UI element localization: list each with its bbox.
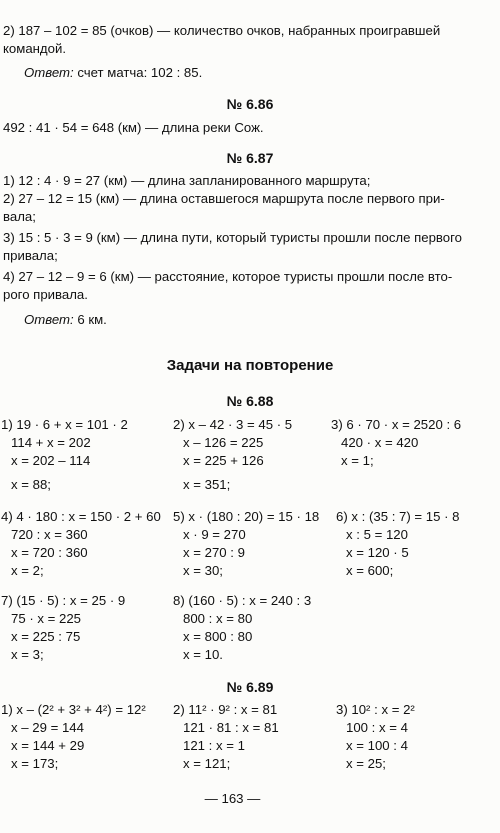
equation-line: x = 3; [11,647,44,662]
answer-label: Ответ: [24,65,74,80]
equation-line: x = 225 + 126 [183,453,264,468]
page-number: — 163 — [204,791,261,806]
equation-line: x – 29 = 144 [11,720,84,735]
equation-block [336,508,460,580]
equation-block [173,701,279,773]
answer-line [24,64,202,82]
equation-line: x = 225 : 75 [11,629,81,644]
equation-line: x = 202 – 114 [11,453,91,468]
answer-text: счет матча: 102 : 85. [73,65,203,80]
answer-text: 6 км. [73,312,107,327]
text-line: рого привала. [3,287,88,302]
equation-line: x = 173; [11,756,59,771]
equation-line: 2) x – 42 · 3 = 45 · 5 [173,417,293,432]
equation-block [1,701,146,773]
equation-line: 121 · 81 : x = 81 [183,720,279,735]
text-line: 3) 15 : 5 · 3 = 9 (км) — длина пути, который туристы прошли после первого [3,230,462,245]
text-line: вала; [3,209,36,224]
text-line: командой. [3,41,66,56]
equation-line: 1) x – (2² + 3² + 4²) = 12² [1,702,146,717]
equation-line: x = 25; [346,756,386,771]
equation-line: 4) 4 · 180 : x = 150 · 2 + 60 [1,509,161,524]
equation-line: 7) (15 · 5) : x = 25 · 9 [1,593,126,608]
problem-heading-6-86: № 6.86 [226,96,274,112]
equation-line: x : 5 = 120 [346,527,408,542]
equation-line: x = 800 : 80 [183,629,253,644]
equation-line: x = 121; [183,756,231,771]
equation-line: 8) (160 · 5) : x = 240 : 3 [173,593,312,608]
equation-line: x = 100 : 4 [346,738,408,753]
equation-line: x = 270 : 9 [183,545,245,560]
problem-heading-6-89: № 6.89 [226,679,274,695]
section-title: Задачи на повторение [166,357,334,374]
equation-line: x · 9 = 270 [183,527,246,542]
equation-line: x = 144 + 29 [11,738,85,753]
equation-line: x = 10. [183,647,223,662]
text-line: 1) 12 : 4 · 9 = 27 (км) — длина запланированного маршрута; [3,173,371,188]
text-line: 4) 27 – 12 – 9 = 6 (км) — расстояние, которое туристы прошли после вто- [3,269,453,284]
equation-block [173,508,319,580]
equation-line: 114 + x = 202 [11,435,91,450]
text-line: 2) 187 – 102 = 85 (очков) — количество очков, набранных проигравшей [3,23,441,38]
equation-line: x = 30; [183,563,223,578]
equation-block [173,416,292,494]
text-line: 2) 27 – 12 = 15 (км) — длина оставшегося маршрута после первого при- [3,191,445,206]
equation-line: x = 351; [183,477,231,492]
equation-block [1,592,125,664]
equation-line: 5) x · (180 : 20) = 15 · 18 [173,509,320,524]
equation-line: 6) x : (35 : 7) = 15 · 8 [336,509,460,524]
equation-line: 720 : x = 360 [11,527,88,542]
equation-line: x = 2; [11,563,44,578]
equation-line: x = 1; [341,453,374,468]
equation-line: 3) 10² : x = 2² [336,702,415,717]
problem-heading-6-88: № 6.88 [226,393,274,409]
equation-line: 75 · x = 225 [11,611,82,626]
equation-block [331,416,461,470]
equation-block [336,701,415,773]
text-line: привала; [3,248,58,263]
equation-block [173,592,311,664]
equation-block [1,416,128,494]
equation-line: 420 · x = 420 [341,435,419,450]
equation-line: 121 : x = 1 [183,738,245,753]
answer-line [24,311,107,329]
equation-block [1,508,161,580]
equation-line: x = 88; [11,477,51,492]
problem-heading-6-87: № 6.87 [226,150,274,166]
equation-line: 3) 6 · 70 · x = 2520 : 6 [331,417,462,432]
equation-line: 2) 11² · 9² : x = 81 [173,702,278,717]
equation-line: 1) 19 · 6 + x = 101 · 2 [1,417,128,432]
answer-label: Ответ: [24,312,74,327]
equation-line: x = 720 : 360 [11,545,88,560]
equation-line: x = 120 · 5 [346,545,409,560]
text-line: 492 : 41 · 54 = 648 (км) — длина реки Сож. [3,120,264,135]
equation-line: 100 : x = 4 [346,720,408,735]
equation-line: 800 : x = 80 [183,611,253,626]
equation-line: x – 126 = 225 [183,435,264,450]
equation-line: x = 600; [346,563,394,578]
